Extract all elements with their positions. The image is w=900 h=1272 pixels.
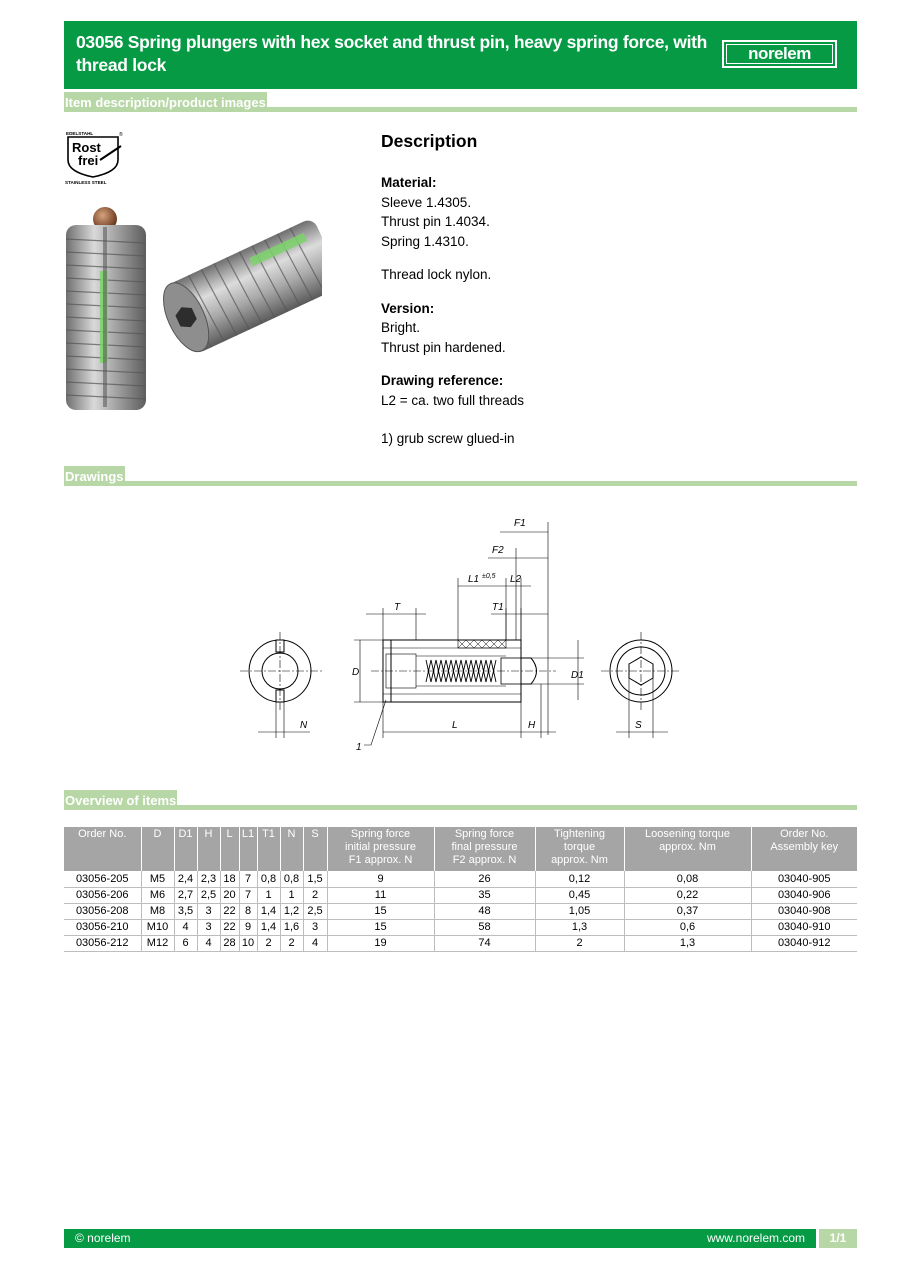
label-d1: D1 xyxy=(571,670,584,681)
header-line: approx. Nm xyxy=(659,841,716,853)
header-line: final pressure xyxy=(451,841,518,853)
stainless-steel-badge-icon xyxy=(64,130,126,186)
header-line: N xyxy=(287,828,296,840)
header-line: T1 xyxy=(262,828,275,840)
drawing-reference-label: Drawing reference: xyxy=(381,373,504,388)
table-cell: 1,05 xyxy=(535,903,624,919)
table-cell: 8 xyxy=(239,903,257,919)
material-line: Thrust pin 1.4034. xyxy=(381,214,490,229)
table-cell: 22 xyxy=(220,919,239,935)
label-h: H xyxy=(528,720,536,731)
table-cell: 3 xyxy=(197,903,220,919)
table-cell: 18 xyxy=(220,871,239,887)
table-cell: 10 xyxy=(239,935,257,951)
table-cell: 1,5 xyxy=(303,871,327,887)
table-cell: 1,2 xyxy=(280,903,303,919)
header-line: approx. Nm xyxy=(551,854,608,866)
header-line: F1 approx. N xyxy=(348,854,413,866)
header-line: L1 xyxy=(241,828,255,840)
footer-url-link[interactable]: www.norelem.com xyxy=(706,1231,805,1245)
table-cell: 03056-208 xyxy=(64,903,141,919)
table-cell: 03040-905 xyxy=(751,871,857,887)
badge-top-text: EDELSTAHL xyxy=(66,131,94,136)
table-cell: 28 xyxy=(220,935,239,951)
badge-line1: Rost xyxy=(72,140,101,155)
product-image xyxy=(64,203,322,413)
col-spring-force-f2 xyxy=(434,827,535,871)
table-cell: 6 xyxy=(174,935,197,951)
header-line: Spring force xyxy=(350,828,411,840)
table-cell: 4 xyxy=(174,919,197,935)
footer-copyright: © norelem xyxy=(75,1231,131,1245)
table-cell: 0,12 xyxy=(535,871,624,887)
table-row xyxy=(64,871,857,887)
thread-lock-text: Thread lock nylon. xyxy=(381,267,492,282)
col-n xyxy=(280,827,303,871)
table-cell: 26 xyxy=(434,871,535,887)
table-cell: 22 xyxy=(220,903,239,919)
version-line: Bright. xyxy=(381,320,421,335)
table-cell: 3 xyxy=(303,919,327,935)
badge-registered: ® xyxy=(119,132,123,138)
page-number: 1/1 xyxy=(819,1229,857,1248)
col-order-no xyxy=(64,827,141,871)
table-cell: 1,6 xyxy=(280,919,303,935)
table-cell: 74 xyxy=(434,935,535,951)
table-row xyxy=(64,919,857,935)
header-line: Loosening torque xyxy=(644,828,730,840)
table-cell: 2,3 xyxy=(197,871,220,887)
section-item-description xyxy=(64,92,857,112)
table-cell: 0,8 xyxy=(280,871,303,887)
table-cell: M6 xyxy=(141,887,174,903)
col-l1 xyxy=(239,827,257,871)
table-cell: 2,7 xyxy=(174,887,197,903)
header-line: S xyxy=(311,828,319,840)
table-cell: 1,4 xyxy=(257,919,280,935)
version-label: Version: xyxy=(381,300,435,316)
table-cell: 4 xyxy=(197,935,220,951)
col-tightening-torque xyxy=(535,827,624,871)
table-cell: 0,22 xyxy=(624,887,751,903)
col-h xyxy=(197,827,220,871)
table-cell: 03056-212 xyxy=(64,935,141,951)
material-line: Spring 1.4310. xyxy=(381,233,469,249)
label-f2: F2 xyxy=(492,545,504,556)
page-header xyxy=(64,21,857,89)
table-cell: 2 xyxy=(257,935,280,951)
table-cell: 03040-906 xyxy=(751,887,857,903)
drawing-reference-text: L2 = ca. two full threads xyxy=(381,392,524,408)
table-cell: 1 xyxy=(280,887,303,903)
table-cell: M10 xyxy=(141,919,174,935)
page-footer xyxy=(64,1229,857,1248)
label-n: N xyxy=(300,720,308,731)
table-row xyxy=(64,935,857,951)
section-label-item-description: Item description/product images xyxy=(64,92,267,112)
table-cell: 1,4 xyxy=(257,903,280,919)
version-line: Thrust pin hardened. xyxy=(381,339,506,355)
header-line: Assembly key xyxy=(770,841,839,853)
header-line: initial pressure xyxy=(345,841,416,853)
header-line: H xyxy=(204,828,213,840)
table-cell: 0,6 xyxy=(624,919,751,935)
header-line: Tightening xyxy=(554,828,605,840)
label-t1: T1 xyxy=(492,602,504,613)
table-cell: 03040-912 xyxy=(751,935,857,951)
table-row xyxy=(64,903,857,919)
table-cell: 15 xyxy=(327,903,434,919)
table-cell: 03040-910 xyxy=(751,919,857,935)
table-cell: M8 xyxy=(141,903,174,919)
label-ref-1: 1 xyxy=(356,742,362,753)
label-d: D xyxy=(352,667,360,678)
table-cell: 9 xyxy=(327,871,434,887)
table-cell: 2 xyxy=(535,935,624,951)
col-t1 xyxy=(257,827,280,871)
col-loosening-torque xyxy=(624,827,751,871)
table-cell: 9 xyxy=(239,919,257,935)
items-table xyxy=(64,827,857,952)
badge-bottom-text: STAINLESS STEEL xyxy=(65,180,107,185)
table-cell: 03040-908 xyxy=(751,903,857,919)
table-cell: 2 xyxy=(303,887,327,903)
table-cell: 0,08 xyxy=(624,871,751,887)
table-cell: 7 xyxy=(239,871,257,887)
logo-text: norelem xyxy=(726,44,833,64)
table-cell: 3,5 xyxy=(174,903,197,919)
header-line: Order No. xyxy=(78,828,127,840)
footnote: 1) grub screw glued-in xyxy=(381,431,515,446)
table-cell: 7 xyxy=(239,887,257,903)
table-cell: 11 xyxy=(327,887,434,903)
label-l1: L1 xyxy=(468,574,480,585)
norelem-logo xyxy=(722,40,837,68)
technical-drawing xyxy=(236,510,686,760)
table-cell: 03056-210 xyxy=(64,919,141,935)
label-l1-tolerance: ±0,5 xyxy=(482,573,496,580)
header-line: L xyxy=(226,828,233,840)
col-l xyxy=(220,827,239,871)
table-cell: 2 xyxy=(280,935,303,951)
table-row xyxy=(64,887,857,903)
table-cell: 4 xyxy=(303,935,327,951)
header-line: Spring force xyxy=(454,828,515,840)
col-assembly-key xyxy=(751,827,857,871)
header-line: D1 xyxy=(178,828,193,840)
col-s xyxy=(303,827,327,871)
table-cell: 0,37 xyxy=(624,903,751,919)
table-cell: 35 xyxy=(434,887,535,903)
section-label-drawings: Drawings xyxy=(64,466,125,486)
table-cell: 20 xyxy=(220,887,239,903)
table-cell: 15 xyxy=(327,919,434,935)
table-cell: 1,3 xyxy=(624,935,751,951)
section-overview xyxy=(64,790,857,810)
header-line: Order No. xyxy=(780,828,829,840)
material-label: Material: xyxy=(381,175,437,190)
material-line: Sleeve 1.4305. xyxy=(381,194,472,210)
table-cell: 03056-206 xyxy=(64,887,141,903)
table-cell: 2,5 xyxy=(303,903,327,919)
table-cell: 3 xyxy=(197,919,220,935)
header-line: F2 approx. N xyxy=(452,854,517,866)
header-line: D xyxy=(153,828,162,840)
col-d xyxy=(141,827,174,871)
table-cell: 48 xyxy=(434,903,535,919)
table-cell: 0,8 xyxy=(257,871,280,887)
section-label-overview: Overview of items xyxy=(64,790,177,810)
description-title: Description xyxy=(381,131,478,151)
page-title: 03056 Spring plungers with hex socket and thrust pin, heavy spring force, with thread lock xyxy=(76,32,708,75)
table-cell: 2,5 xyxy=(197,887,220,903)
section-drawings xyxy=(64,466,857,486)
col-d1 xyxy=(174,827,197,871)
table-cell: 58 xyxy=(434,919,535,935)
table-cell: 1 xyxy=(257,887,280,903)
table-cell: M12 xyxy=(141,935,174,951)
table-header-row xyxy=(64,827,857,871)
label-l2: L2 xyxy=(510,574,522,585)
badge-line2: frei xyxy=(78,153,99,168)
label-t: T xyxy=(394,602,401,613)
table-cell: 1,3 xyxy=(535,919,624,935)
description-block xyxy=(381,130,851,449)
table-cell: 19 xyxy=(327,935,434,951)
col-spring-force-f1 xyxy=(327,827,434,871)
label-l: L xyxy=(452,720,458,731)
header-line: torque xyxy=(563,841,596,853)
table-cell: 0,45 xyxy=(535,887,624,903)
label-s: S xyxy=(635,720,642,731)
table-cell: M5 xyxy=(141,871,174,887)
label-f1: F1 xyxy=(514,518,526,529)
table-cell: 03056-205 xyxy=(64,871,141,887)
table-cell: 2,4 xyxy=(174,871,197,887)
